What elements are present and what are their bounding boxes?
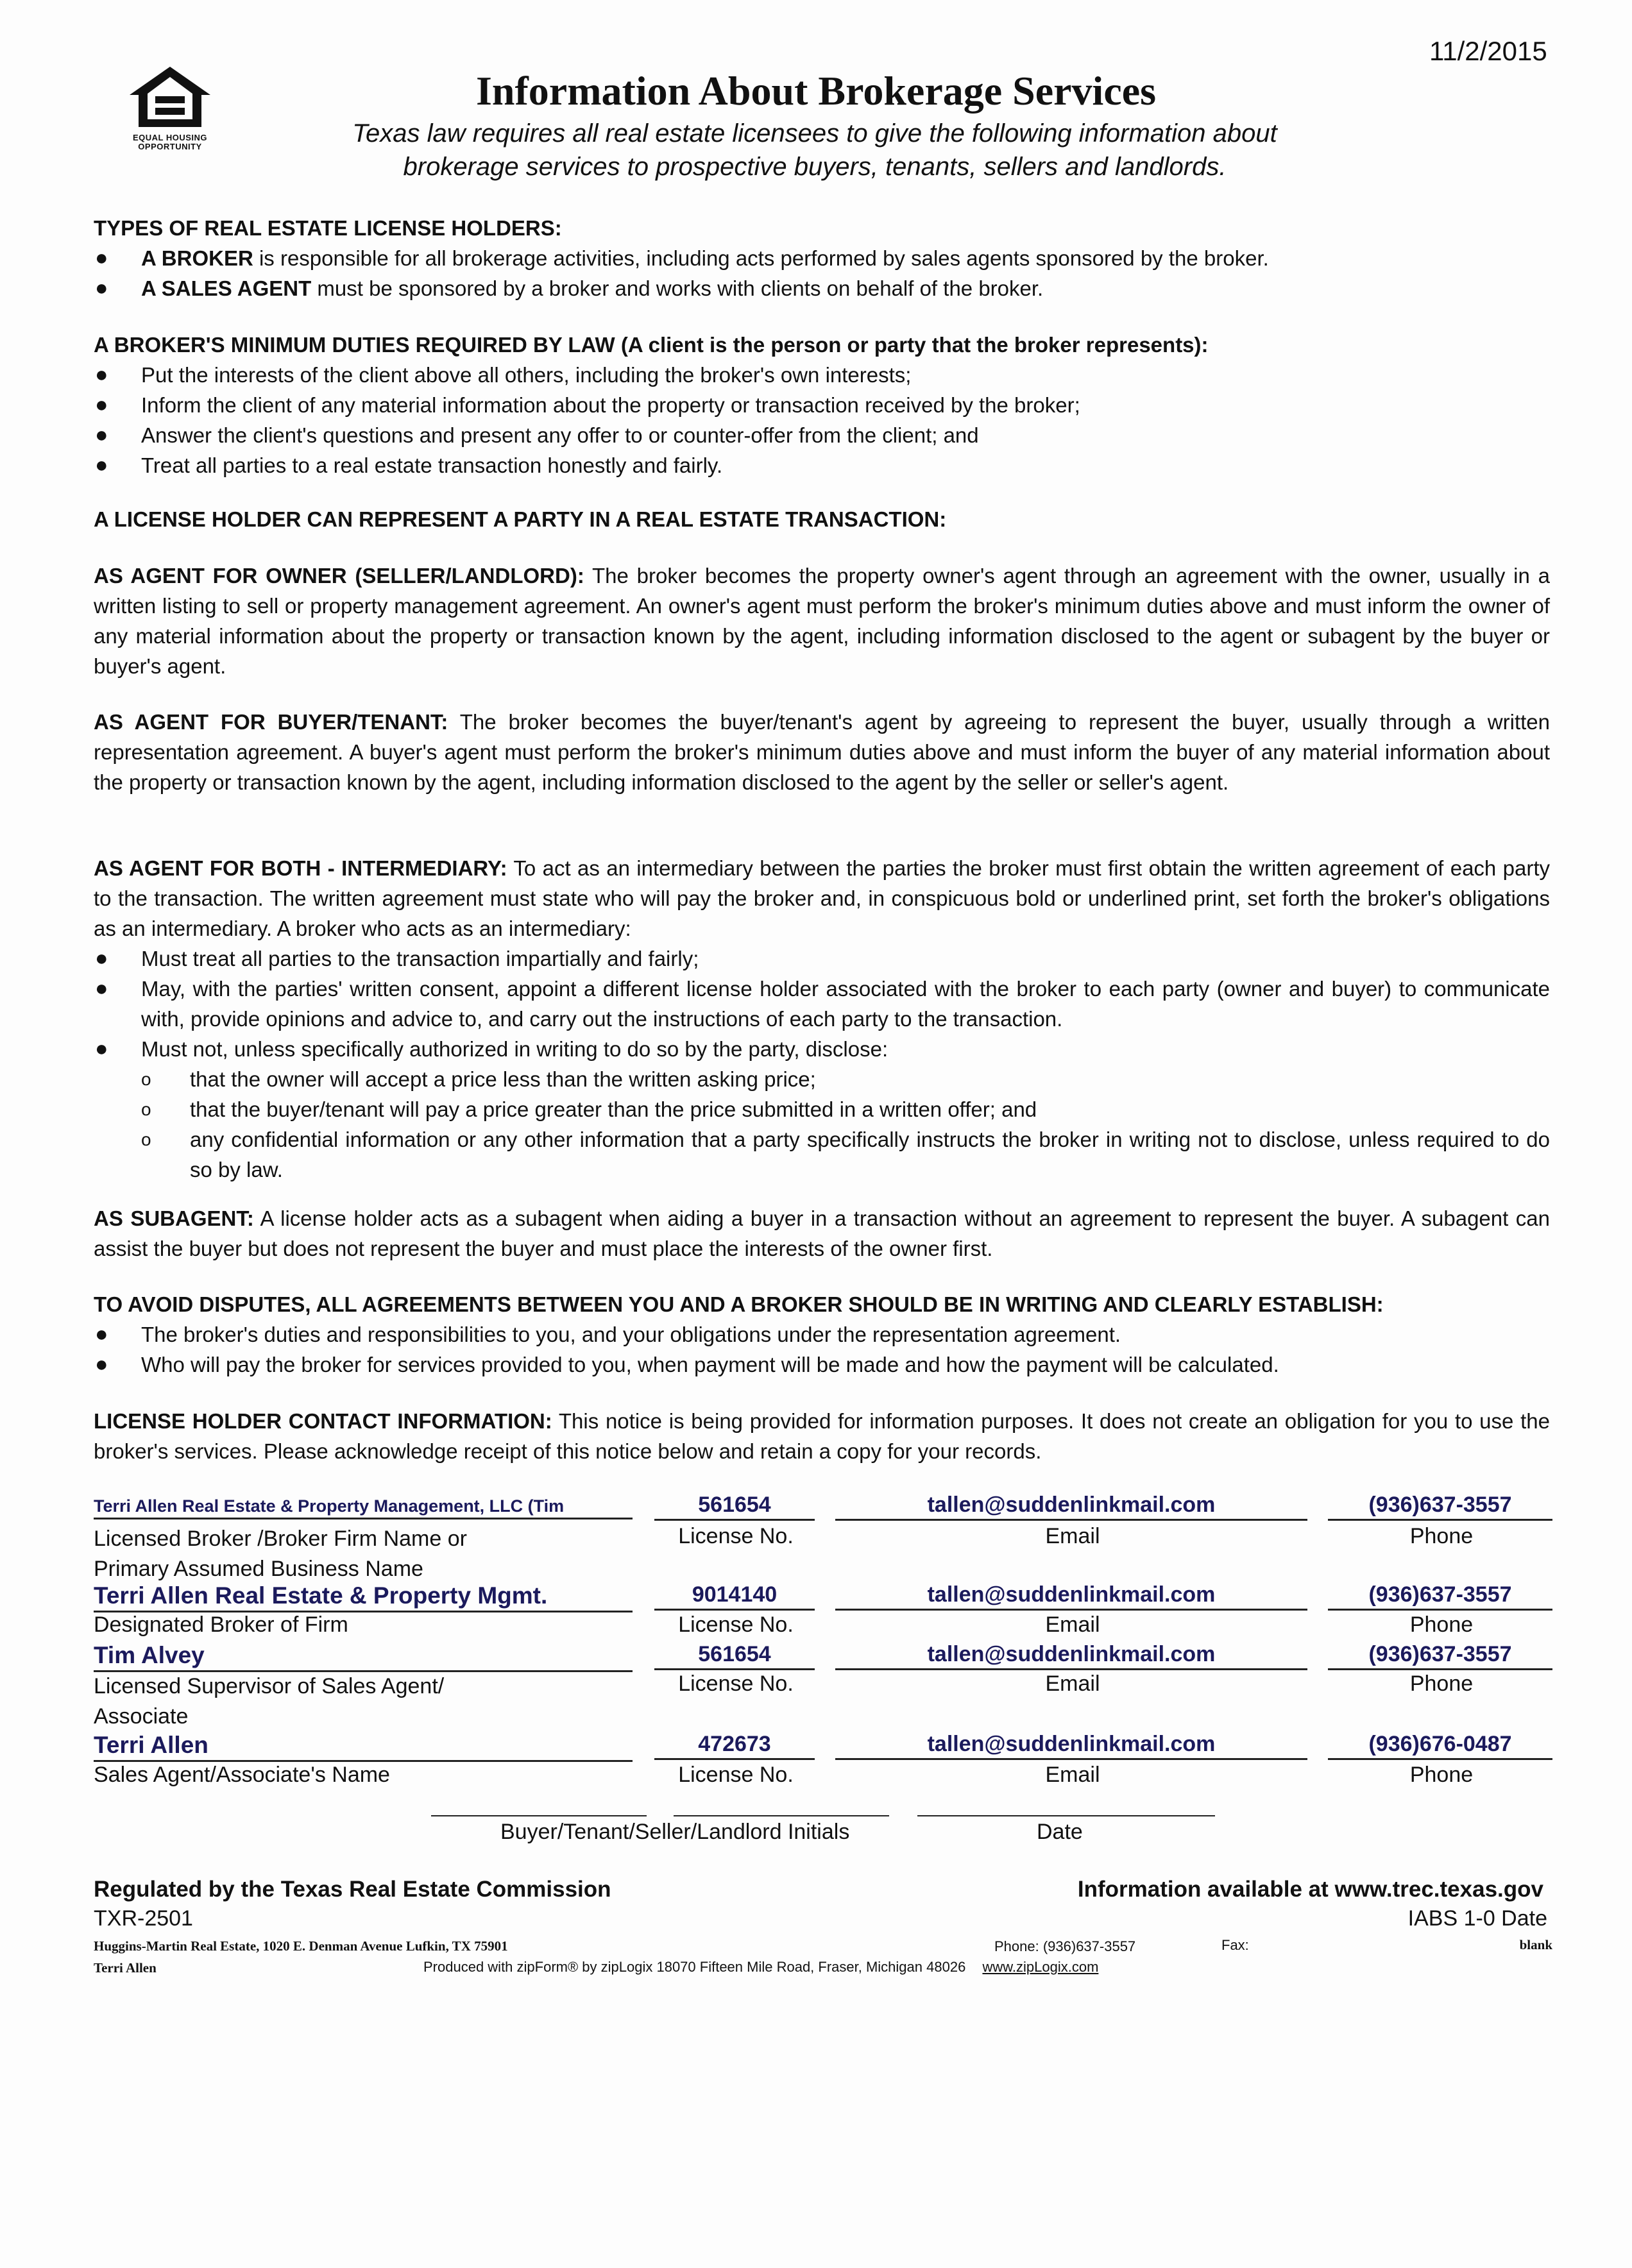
initials-line-1[interactable]: [431, 1815, 647, 1816]
email-label: Email: [1045, 1612, 1100, 1637]
sales-agent-phone[interactable]: (936)676-0487: [1328, 1732, 1552, 1760]
initials-line-2[interactable]: [674, 1815, 889, 1816]
list-item: ● Must treat all parties to the transaction impartially and fairly;: [95, 946, 699, 970]
phone-label: Phone: [1409, 1612, 1474, 1637]
form-date: 11/2/2015: [1429, 36, 1547, 66]
section-heading: A BROKER'S MINIMUM DUTIES REQUIRED BY LAW (A client is the person or party that the broker represents):: [94, 333, 1209, 357]
sub-list-item: o that the buyer/tenant will pay a price greater than the price submitted in a written offer; and: [141, 1097, 1037, 1121]
date-label: Date: [1037, 1820, 1083, 1844]
list-item: ● May, with the parties' written consent, appoint a different license holder associated with the broker to each party (owner and buyer) to communicate with, provide opinions and advice to, and carry out the instructions of each party to the transaction.: [95, 976, 1550, 1031]
supervisor-email[interactable]: tallen@suddenlinkmail.com: [835, 1642, 1307, 1670]
broker-phone[interactable]: (936)637-3557: [1328, 1493, 1552, 1521]
owner-section: AS AGENT FOR OWNER (SELLER/LANDLORD): The broker becomes the property owner's agent through an agreement with the owner, usually in a written listing to sell or property management agreement. An owner's agent must perform the broker's minimum duties above and must inform the owner of any material information about the property or transaction known by the agent, including information disclosed to the agent or subagent by the buyer or buyer's agent.: [94, 564, 1550, 678]
list-item: ● Answer the client's questions and present any offer to or counter-offer from the client; and: [95, 423, 979, 447]
broker-email[interactable]: tallen@suddenlinkmail.com: [835, 1493, 1307, 1521]
agent-name-footer: Terri Allen: [94, 1960, 157, 1976]
intermediary-section: AS AGENT FOR BOTH - INTERMEDIARY: To act as an intermediary between the parties the broker must first obtain the written agreement of each party to the transaction. The written agreement must state who will pay the broker and, in conspicuous bold or underlined print, set forth the broker's obligations as an intermediary. A broker who acts as an intermediary: ● Must treat all parties to the transaction impartially and fairly; ● May, with the parties' written consent, appoint a different license holder associated with the broker to each party (owner and buyer) to communicate with, provide opinions and advice to, and carry out the instructions of each party to the transaction. ● Must not, unless specifically authorized in writing to do so by the party, disclose: o that the owner will accept a price less than the written asking price; o that the buyer/tenant will pay a price greater than the price submitted in a written offer; and o any confidential information or any other information that a party specifically instructs the broker in writing not to disclose, unless required to do so by law.: [94, 853, 1550, 1185]
supervisor-label: Licensed Supervisor of Sales Agent/ Associate: [94, 1674, 445, 1729]
initials-label: Buyer/Tenant/Seller/Landlord Initials: [500, 1820, 850, 1844]
office-phone: Phone: (936)637-3557: [994, 1938, 1136, 1954]
ziplogix-link[interactable]: www.zipLogix.com: [982, 1959, 1099, 1975]
supervisor-license[interactable]: 561654: [654, 1642, 815, 1670]
email-label: Email: [1045, 1524, 1100, 1548]
list-item: ● The broker's duties and responsibilities to you, and your obligations under the representation agreement.: [95, 1322, 1121, 1346]
broker-label: Licensed Broker /Broker Firm Name or Primary Assumed Business Name: [94, 1527, 467, 1581]
types-section: [94, 213, 1550, 303]
license-label: License No.: [678, 1612, 794, 1637]
sales-agent-email[interactable]: tallen@suddenlinkmail.com: [835, 1732, 1307, 1760]
list-item: ● Who will pay the broker for services provided to you, when payment will be made and how the payment will be calculated.: [95, 1352, 1279, 1376]
designated-broker-email[interactable]: tallen@suddenlinkmail.com: [835, 1582, 1307, 1611]
section-heading: AS AGENT FOR BUYER/TENANT:: [94, 710, 448, 734]
designated-broker-name[interactable]: Terri Allen Real Estate & Property Mgmt.: [94, 1582, 633, 1612]
license-label: License No.: [678, 1763, 794, 1787]
supervisor-phone[interactable]: (936)637-3557: [1328, 1642, 1552, 1670]
produced-with: Produced with zipForm® by zipLogix 18070 Fifteen Mile Road, Fraser, Michigan 48026 www.zipLogix.com: [423, 1959, 1099, 1975]
section-heading: AS SUBAGENT:: [94, 1206, 254, 1230]
license-label: License No.: [678, 1671, 794, 1696]
sales-agent-label: Sales Agent/Associate's Name: [94, 1763, 390, 1787]
buyer-section: AS AGENT FOR BUYER/TENANT: The broker becomes the buyer/tenant's agent by agreeing to represent the buyer, usually through a written representation agreement. A buyer's agent must perform the broker's minimum duties above and must inform the buyer of any material information about the property or transaction known by the agent, including information disclosed to the agent by the seller or seller's agent.: [94, 710, 1550, 794]
phone-label: Phone: [1409, 1671, 1474, 1696]
duties-section: [94, 330, 1550, 480]
trec-info-link[interactable]: Information available at www.trec.texas.gov: [1077, 1877, 1543, 1902]
email-label: Email: [1045, 1671, 1100, 1696]
disputes-section: [94, 1289, 1550, 1380]
blank-note: blank: [1519, 1937, 1552, 1952]
form-number: TXR-2501: [94, 1906, 193, 1931]
page-title: Information About Brokerage Services: [475, 68, 1157, 114]
phone-label: Phone: [1409, 1763, 1474, 1787]
office-address: Huggins-Martin Real Estate, 1020 E. Denman Avenue Lufkin, TX 75901: [94, 1938, 508, 1954]
sub-list-item: o that the owner will accept a price less than the written asking price;: [141, 1067, 816, 1091]
phone-label: Phone: [1409, 1524, 1474, 1548]
represent-heading: A LICENSE HOLDER CAN REPRESENT A PARTY IN A REAL ESTATE TRANSACTION:: [94, 507, 947, 531]
list-item: ● Must not, unless specifically authorized in writing to do so by the party, disclose:: [95, 1037, 888, 1061]
list-item: ● Inform the client of any material information about the property or transaction received by the broker;: [95, 393, 1080, 417]
logo-caption: EQUAL HOUSING OPPORTUNITY: [132, 133, 208, 151]
sales-agent-license[interactable]: 472673: [654, 1732, 815, 1760]
subagent-section: AS SUBAGENT: A license holder acts as a subagent when aiding a buyer in a transaction without an agreement to represent the buyer. A subagent can assist the buyer but does not represent the buyer and must place the interests of the owner first.: [94, 1206, 1550, 1260]
page-subtitle: Texas law requires all real estate licensees to give the following information about brokerage services to prospective buyers, tenants, sellers and landlords.: [352, 119, 1277, 181]
email-label: Email: [1045, 1763, 1100, 1787]
date-line[interactable]: [917, 1815, 1215, 1816]
contact-section: LICENSE HOLDER CONTACT INFORMATION: This notice is being provided for information purposes. It does not create an obligation for you to use the broker's services. Please acknowledge receipt of this notice below and retain a copy for your records.: [94, 1409, 1550, 1463]
section-heading: AS AGENT FOR OWNER (SELLER/LANDLORD):: [94, 564, 584, 588]
office-fax: Fax:: [1221, 1937, 1249, 1953]
broker-firm-name[interactable]: Terri Allen Real Estate & Property Management, LLC (Tim: [94, 1493, 633, 1519]
iabs-date: IABS 1-0 Date: [1407, 1906, 1547, 1931]
list-item: ● Put the interests of the client above all others, including the broker's own interests;: [95, 362, 912, 387]
supervisor-name[interactable]: Tim Alvey: [94, 1642, 633, 1672]
list-item: ● A BROKER is responsible for all brokerage activities, including acts performed by sales agents sponsored by the broker.: [95, 246, 1269, 270]
designated-broker-phone[interactable]: (936)637-3557: [1328, 1582, 1552, 1611]
broker-license[interactable]: 561654: [654, 1493, 815, 1521]
section-heading: AS AGENT FOR BOTH - INTERMEDIARY:: [94, 856, 507, 880]
section-heading: TYPES OF REAL ESTATE LICENSE HOLDERS:: [94, 216, 562, 240]
license-label: License No.: [678, 1524, 794, 1548]
list-item: ● Treat all parties to a real estate transaction honestly and fairly.: [95, 453, 723, 477]
regulated-text: Regulated by the Texas Real Estate Commission: [94, 1877, 611, 1902]
sales-agent-name[interactable]: Terri Allen: [94, 1732, 633, 1762]
list-item: ● A SALES AGENT must be sponsored by a broker and works with clients on behalf of the broker.: [95, 276, 1044, 300]
designated-broker-license[interactable]: 9014140: [654, 1582, 815, 1611]
section-heading: TO AVOID DISPUTES, ALL AGREEMENTS BETWEEN YOU AND A BROKER SHOULD BE IN WRITING AND CLEARLY ESTABLISH:: [94, 1292, 1384, 1316]
section-heading: LICENSE HOLDER CONTACT INFORMATION:: [94, 1409, 552, 1433]
sub-list-item: o any confidential information or any other information that a party specifically instructs the broker in writing not to disclose, unless required to do so by law.: [141, 1128, 1550, 1181]
designated-broker-label: Designated Broker of Firm: [94, 1612, 348, 1637]
